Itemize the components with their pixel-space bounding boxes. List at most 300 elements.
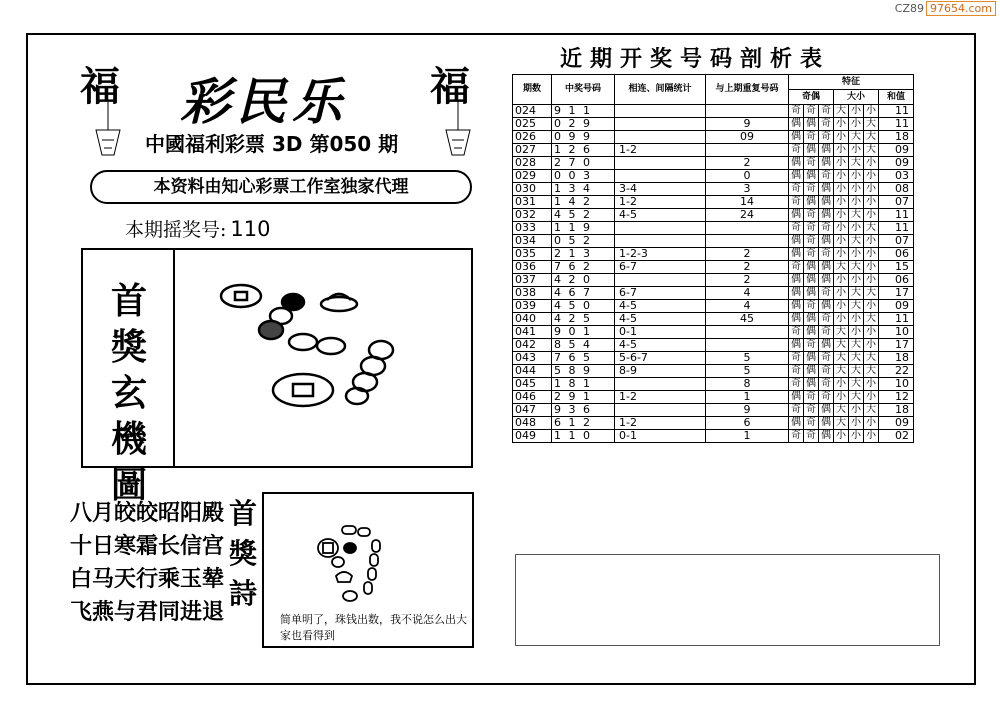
cell-size: 大: [864, 352, 879, 365]
cell-digits: 7 6 2: [552, 261, 615, 274]
hint-drawing: [314, 512, 414, 612]
cell-size: 小: [834, 235, 849, 248]
cell-parity: 偶: [789, 313, 804, 326]
pearl-icon: [332, 557, 344, 567]
cell-parity: 偶: [789, 209, 804, 222]
cell-parity: 奇: [804, 417, 819, 430]
coin-icon: [318, 539, 338, 557]
poem-title: [228, 494, 258, 614]
cell-parity: 偶: [789, 248, 804, 261]
cell-size: 小: [834, 300, 849, 313]
cell-parity: 奇: [789, 144, 804, 157]
cell-span: 4-5: [615, 209, 706, 222]
cell-parity: 奇: [804, 248, 819, 261]
cell-digits: 2 1 3: [552, 248, 615, 261]
cell-parity: 奇: [804, 404, 819, 417]
cell-parity: 偶: [819, 209, 834, 222]
pearl-icon: [317, 338, 345, 354]
cell-span: [615, 131, 706, 144]
cell-span: [615, 274, 706, 287]
cell-size: 小: [864, 274, 879, 287]
table-row: [513, 287, 914, 300]
cell-size: 小: [849, 105, 864, 118]
cell-issue: 037: [513, 274, 552, 287]
cell-parity: 偶: [804, 274, 819, 287]
cell-issue: 040: [513, 313, 552, 326]
cell-repeat: 1: [706, 430, 789, 443]
cell-sum: 17: [879, 287, 914, 300]
cell-digits: 2 9 1: [552, 391, 615, 404]
table-row: [513, 131, 914, 144]
cell-size: 大: [849, 235, 864, 248]
cell-span: 0-1: [615, 430, 706, 443]
cell-issue: 025: [513, 118, 552, 131]
cell-repeat: 09: [706, 131, 789, 144]
cell-sum: 07: [879, 196, 914, 209]
cell-size: 大: [849, 352, 864, 365]
cell-digits: 0 2 9: [552, 118, 615, 131]
table-row: [513, 326, 914, 339]
table-row: [513, 313, 914, 326]
cell-size: 小: [849, 196, 864, 209]
cell-size: 小: [864, 209, 879, 222]
cell-parity: 奇: [819, 313, 834, 326]
table-row: [513, 365, 914, 378]
cell-digits: 1 1 0: [552, 430, 615, 443]
cell-parity: 奇: [819, 118, 834, 131]
cell-parity: 奇: [819, 105, 834, 118]
cell-repeat: 2: [706, 274, 789, 287]
cell-span: 8-9: [615, 365, 706, 378]
cell-size: 小: [834, 313, 849, 326]
cell-parity: 奇: [789, 352, 804, 365]
cell-span: [615, 118, 706, 131]
cell-size: 小: [864, 326, 879, 339]
cell-parity: 奇: [789, 261, 804, 274]
cell-issue: 032: [513, 209, 552, 222]
cell-parity: 偶: [819, 417, 834, 430]
table-row: [513, 404, 914, 417]
cell-parity: 偶: [789, 391, 804, 404]
coin-hole-icon: [323, 543, 333, 553]
cell-sum: 09: [879, 144, 914, 157]
cell-size: 小: [834, 170, 849, 183]
cell-parity: 偶: [789, 274, 804, 287]
cell-repeat: 6: [706, 417, 789, 430]
cell-repeat: 3: [706, 183, 789, 196]
cell-sum: 08: [879, 183, 914, 196]
cell-sum: 02: [879, 430, 914, 443]
poem-line: 十日寒霜长信宫: [70, 533, 225, 559]
cell-parity: 奇: [804, 209, 819, 222]
cell-span: 4-5: [615, 339, 706, 352]
cell-parity: 偶: [804, 365, 819, 378]
riddle-picture-box: [81, 248, 473, 506]
cell-parity: 偶: [804, 352, 819, 365]
cell-digits: 4 5 0: [552, 300, 615, 313]
cell-size: 小: [849, 417, 864, 430]
cell-parity: 奇: [804, 105, 819, 118]
page-title: 彩民乐: [180, 72, 348, 131]
cell-size: 小: [834, 157, 849, 170]
cell-issue: 041: [513, 326, 552, 339]
cell-sum: 11: [879, 313, 914, 326]
table-body: [513, 105, 914, 443]
cell-parity: 奇: [789, 183, 804, 196]
cell-size: 大: [834, 261, 849, 274]
cell-parity: 奇: [819, 287, 834, 300]
cell-sum: 03: [879, 170, 914, 183]
riddle-label-char: 機: [110, 418, 147, 460]
cell-parity: 偶: [819, 157, 834, 170]
cell-parity: 奇: [804, 391, 819, 404]
cell-size: 小: [834, 248, 849, 261]
table-row: [513, 170, 914, 183]
cell-parity: 偶: [789, 131, 804, 144]
lantern-left-icon: [88, 100, 128, 160]
cell-parity: 奇: [804, 430, 819, 443]
watermark-site: 97654.com: [926, 1, 996, 16]
cell-span: 1-2: [615, 417, 706, 430]
cell-parity: 偶: [819, 261, 834, 274]
cell-parity: 奇: [789, 222, 804, 235]
cell-span: [615, 157, 706, 170]
cell-sum: 09: [879, 417, 914, 430]
cell-repeat: 24: [706, 209, 789, 222]
cell-size: 大: [864, 404, 879, 417]
coin-icon: [273, 374, 333, 406]
table-row: [513, 196, 914, 209]
cell-span: 5-6-7: [615, 352, 706, 365]
fu-right-text: 福: [430, 63, 470, 110]
header-sum: 和值: [879, 90, 914, 105]
cell-parity: 奇: [804, 183, 819, 196]
cell-parity: 偶: [819, 235, 834, 248]
poem-picture-box: [262, 492, 474, 648]
cell-size: 小: [834, 183, 849, 196]
cell-issue: 035: [513, 248, 552, 261]
table-row: [513, 378, 914, 391]
cell-parity: 奇: [819, 222, 834, 235]
cell-parity: 偶: [804, 118, 819, 131]
cell-parity: 偶: [804, 144, 819, 157]
cell-parity: 偶: [819, 339, 834, 352]
cell-parity: 偶: [819, 144, 834, 157]
cell-parity: 偶: [789, 235, 804, 248]
cell-parity: 奇: [789, 365, 804, 378]
cell-issue: 049: [513, 430, 552, 443]
cell-repeat: [706, 326, 789, 339]
cell-size: 大: [849, 339, 864, 352]
cell-digits: 4 2 5: [552, 313, 615, 326]
cell-size: 小: [834, 274, 849, 287]
cell-sum: 11: [879, 105, 914, 118]
cell-size: 小: [834, 209, 849, 222]
cell-size: 小: [834, 144, 849, 157]
cell-parity: 奇: [789, 105, 804, 118]
cell-size: 大: [864, 131, 879, 144]
fu-left-text: 福: [80, 63, 120, 110]
cell-parity: 偶: [804, 287, 819, 300]
cell-span: [615, 170, 706, 183]
cell-digits: 2 7 0: [552, 157, 615, 170]
pearl-icon: [372, 540, 380, 552]
table-row: [513, 144, 914, 157]
cell-parity: 奇: [819, 248, 834, 261]
poem-title-char: 詩: [228, 577, 257, 610]
cell-repeat: 0: [706, 170, 789, 183]
cell-repeat: 9: [706, 118, 789, 131]
cell-repeat: [706, 235, 789, 248]
cell-size: 小: [834, 430, 849, 443]
draw-number-line: [125, 215, 271, 242]
cell-repeat: 2: [706, 157, 789, 170]
table-row: [513, 183, 914, 196]
pearl-icon: [370, 554, 378, 566]
cell-parity: 奇: [804, 339, 819, 352]
cell-size: 小: [849, 183, 864, 196]
cell-parity: 偶: [789, 157, 804, 170]
cell-repeat: 9: [706, 404, 789, 417]
cell-sum: 18: [879, 131, 914, 144]
cell-size: 小: [849, 430, 864, 443]
cell-repeat: [706, 144, 789, 157]
cell-sum: 06: [879, 274, 914, 287]
cell-size: 大: [864, 287, 879, 300]
cell-digits: 7 6 5: [552, 352, 615, 365]
cell-issue: 026: [513, 131, 552, 144]
poem: [70, 497, 224, 629]
cell-sum: 12: [879, 391, 914, 404]
cell-sum: 11: [879, 222, 914, 235]
cell-issue: 027: [513, 144, 552, 157]
cell-parity: 偶: [789, 339, 804, 352]
cell-parity: 偶: [804, 170, 819, 183]
cell-sum: 18: [879, 404, 914, 417]
cell-digits: 8 5 4: [552, 339, 615, 352]
cell-size: 小: [849, 326, 864, 339]
cell-sum: 10: [879, 378, 914, 391]
cell-size: 大: [849, 209, 864, 222]
riddle-label-char: 獎: [110, 326, 147, 368]
cell-parity: 奇: [819, 131, 834, 144]
table-row: [513, 352, 914, 365]
cell-size: 小: [864, 157, 879, 170]
riddle-label-char: 首: [110, 280, 147, 322]
table-row: [513, 157, 914, 170]
cell-parity: 奇: [804, 300, 819, 313]
cell-digits: 1 8 1: [552, 378, 615, 391]
cell-parity: 偶: [789, 417, 804, 430]
cell-digits: 1 2 6: [552, 144, 615, 157]
cell-size: 大: [849, 365, 864, 378]
cell-digits: 0 9 9: [552, 131, 615, 144]
cell-size: 大: [849, 300, 864, 313]
cell-sum: 10: [879, 326, 914, 339]
cell-issue: 024: [513, 105, 552, 118]
cell-size: 大: [834, 326, 849, 339]
cell-size: 大: [834, 417, 849, 430]
cell-size: 小: [849, 248, 864, 261]
cell-repeat: [706, 339, 789, 352]
table-row: [513, 417, 914, 430]
cell-size: 小: [834, 131, 849, 144]
cell-size: 小: [849, 170, 864, 183]
riddle-drawing: [175, 250, 471, 466]
cell-span: 1-2-3: [615, 248, 706, 261]
cell-sum: 07: [879, 235, 914, 248]
cell-parity: 偶: [819, 274, 834, 287]
cell-parity: 偶: [819, 404, 834, 417]
cell-sum: 09: [879, 300, 914, 313]
table-title: 近期开奖号码剖析表: [560, 46, 831, 72]
issue-line: 中國福利彩票 3D 第050 期: [145, 132, 399, 156]
cell-digits: 0 5 2: [552, 235, 615, 248]
cell-digits: 1 4 2: [552, 196, 615, 209]
cell-repeat: 4: [706, 300, 789, 313]
header-feature: 特征: [789, 75, 914, 90]
cell-parity: 偶: [789, 287, 804, 300]
cell-parity: 奇: [819, 365, 834, 378]
cell-parity: 偶: [789, 118, 804, 131]
table-row: [513, 391, 914, 404]
cell-span: 0-1: [615, 326, 706, 339]
watermark: [895, 2, 996, 15]
table-row: [513, 261, 914, 274]
cell-parity: 偶: [789, 300, 804, 313]
cell-repeat: 45: [706, 313, 789, 326]
cell-issue: 045: [513, 378, 552, 391]
cell-size: 小: [834, 378, 849, 391]
lantern-right-icon: [438, 100, 478, 160]
cell-span: 6-7: [615, 287, 706, 300]
cell-size: 小: [849, 118, 864, 131]
cell-digits: 9 0 1: [552, 326, 615, 339]
cell-parity: 奇: [819, 326, 834, 339]
cell-issue: 030: [513, 183, 552, 196]
riddle-label-column: [83, 250, 175, 506]
cell-issue: 047: [513, 404, 552, 417]
pearl-icon: [368, 568, 376, 580]
cell-issue: 036: [513, 261, 552, 274]
pearl-icon: [342, 526, 356, 534]
cell-parity: 奇: [819, 378, 834, 391]
agency-banner: 本资料由知心彩票工作室独家代理: [90, 170, 472, 204]
cell-issue: 034: [513, 235, 552, 248]
cell-sum: 11: [879, 209, 914, 222]
table-row: [513, 274, 914, 287]
cell-repeat: 1: [706, 391, 789, 404]
cell-parity: 奇: [804, 131, 819, 144]
cell-parity: 偶: [804, 378, 819, 391]
cell-span: 6-7: [615, 261, 706, 274]
table-row: [513, 209, 914, 222]
cell-size: 大: [849, 378, 864, 391]
table-row: [513, 300, 914, 313]
cell-issue: 031: [513, 196, 552, 209]
table-row: [513, 430, 914, 443]
cell-repeat: 5: [706, 352, 789, 365]
cell-size: 小: [834, 287, 849, 300]
cell-size: 小: [849, 404, 864, 417]
poem-title-char: 首: [228, 497, 257, 530]
cell-span: 4-5: [615, 300, 706, 313]
cell-repeat: 14: [706, 196, 789, 209]
cell-parity: 偶: [789, 170, 804, 183]
cell-digits: 1 3 4: [552, 183, 615, 196]
cell-digits: 9 3 6: [552, 404, 615, 417]
table-row: [513, 248, 914, 261]
header-size: 大小: [834, 90, 879, 105]
cell-size: 大: [864, 144, 879, 157]
cell-issue: 044: [513, 365, 552, 378]
cell-size: 小: [864, 417, 879, 430]
poem-line: 飞燕与君同进退: [70, 599, 225, 625]
cell-repeat: [706, 105, 789, 118]
cell-repeat: 2: [706, 248, 789, 261]
cell-parity: 奇: [789, 196, 804, 209]
cell-sum: 22: [879, 365, 914, 378]
cell-parity: 奇: [789, 378, 804, 391]
cell-issue: 039: [513, 300, 552, 313]
cell-size: 大: [864, 222, 879, 235]
cell-issue: 029: [513, 170, 552, 183]
cell-size: 大: [864, 313, 879, 326]
cell-issue: 046: [513, 391, 552, 404]
cell-size: 小: [864, 261, 879, 274]
cell-repeat: 4: [706, 287, 789, 300]
cell-parity: 奇: [789, 404, 804, 417]
cell-parity: 偶: [804, 326, 819, 339]
cell-span: [615, 378, 706, 391]
cell-size: 大: [849, 131, 864, 144]
cell-size: 小: [864, 235, 879, 248]
cell-sum: 06: [879, 248, 914, 261]
cell-span: [615, 404, 706, 417]
cell-digits: 1 1 9: [552, 222, 615, 235]
cell-sum: 15: [879, 261, 914, 274]
cell-repeat: 2: [706, 261, 789, 274]
cell-issue: 028: [513, 157, 552, 170]
cell-parity: 偶: [804, 261, 819, 274]
cell-size: 小: [849, 313, 864, 326]
cell-size: 大: [834, 404, 849, 417]
cell-size: 小: [834, 118, 849, 131]
cell-span: 4-5: [615, 313, 706, 326]
cell-size: 小: [864, 430, 879, 443]
cell-sum: 18: [879, 352, 914, 365]
cell-issue: 042: [513, 339, 552, 352]
cell-digits: 6 1 2: [552, 417, 615, 430]
cell-span: [615, 235, 706, 248]
table-row: [513, 339, 914, 352]
header-repeat: 与上期重复号码: [706, 75, 789, 105]
coin-hole-icon: [235, 292, 247, 300]
cell-digits: 4 6 7: [552, 287, 615, 300]
pearl-icon: [344, 543, 356, 553]
header-issue: 期数: [513, 75, 552, 105]
pearl-icon: [259, 321, 283, 339]
cell-parity: 偶: [819, 183, 834, 196]
cell-size: 小: [864, 170, 879, 183]
draw-number: 110: [230, 217, 271, 241]
cell-size: 大: [834, 352, 849, 365]
cell-parity: 奇: [804, 222, 819, 235]
cell-digits: 5 8 9: [552, 365, 615, 378]
cell-parity: 奇: [789, 326, 804, 339]
cell-size: 大: [834, 339, 849, 352]
cell-parity: 偶: [804, 313, 819, 326]
